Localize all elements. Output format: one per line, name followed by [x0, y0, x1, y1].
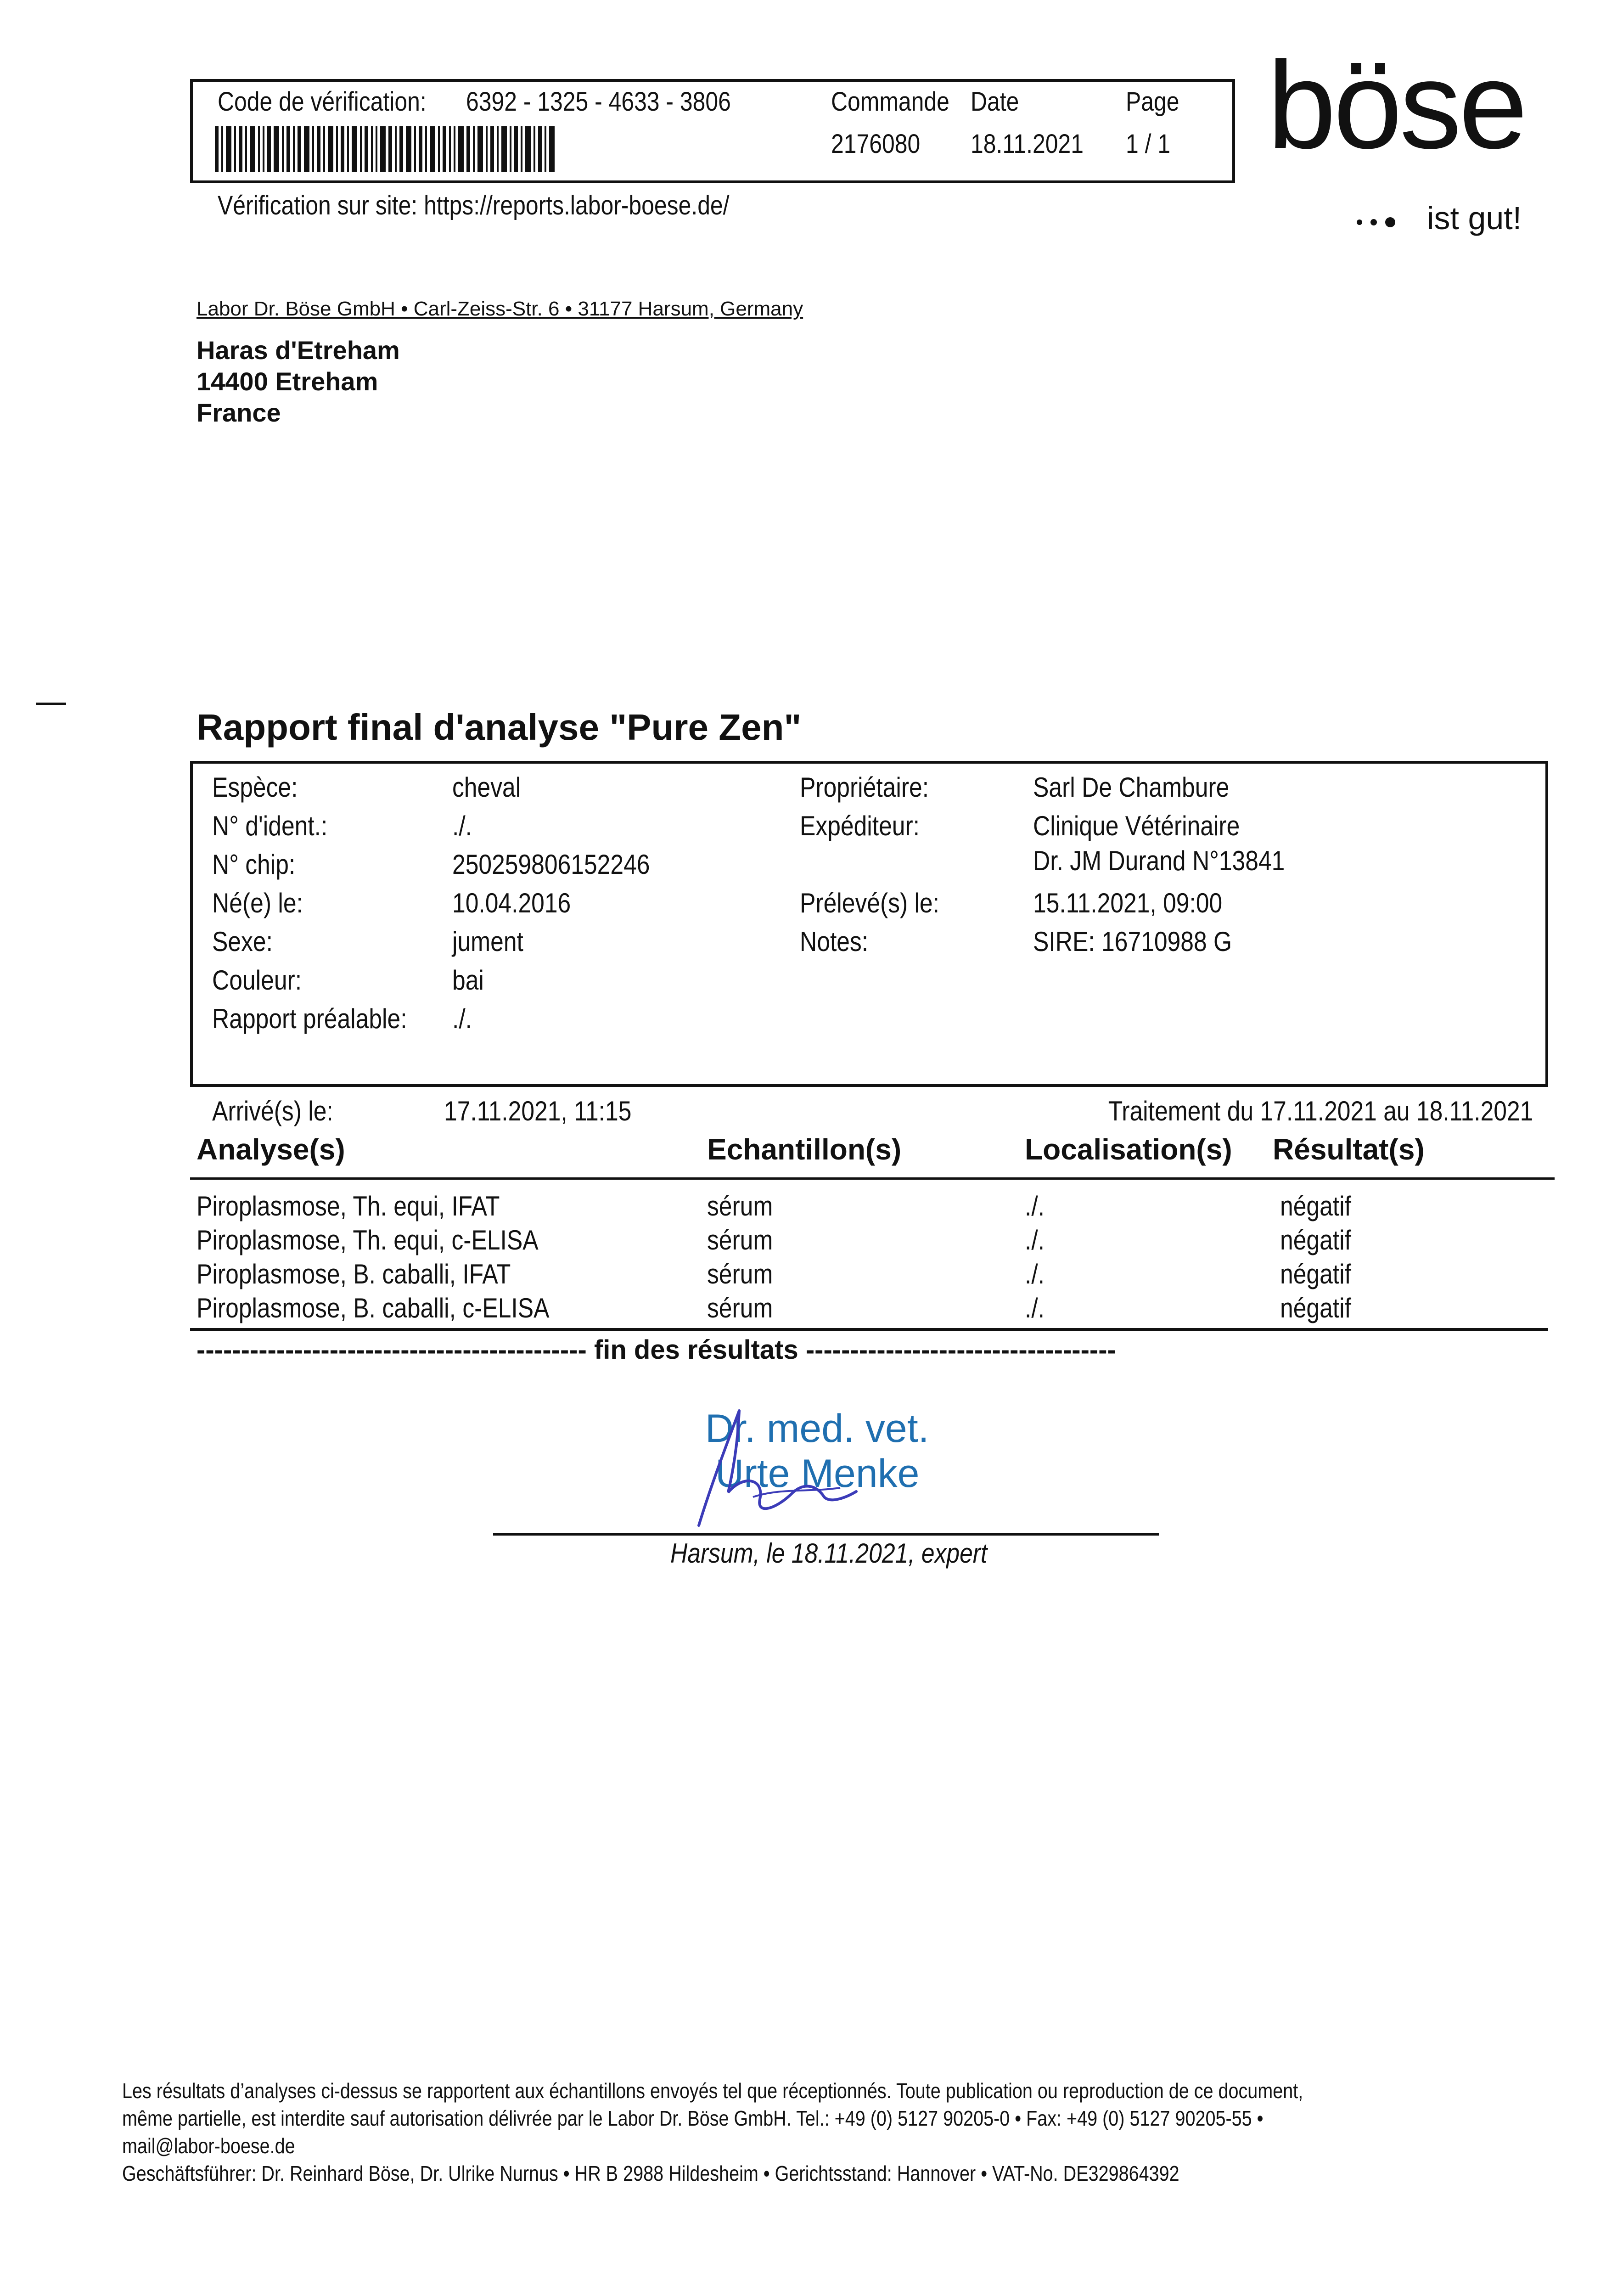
- cell-resultat: négatif: [1280, 1225, 1351, 1255]
- info-label: N° d'ident.:: [212, 810, 328, 841]
- footer-line: même partielle, est interdite sauf autorisation délivrée par le Labor Dr. Böse GmbH. Tel.: +49 (0) 5127 90205-0 • Fax: +49 (0) 5127 90205-55 •: [122, 2106, 1264, 2130]
- treatment-period: Traitement du 17.11.2021 au 18.11.2021: [1108, 1096, 1533, 1126]
- report-title: Rapport final d'analyse "Pure Zen": [197, 707, 802, 748]
- info-value: 250259806152246: [452, 849, 650, 880]
- arrival-value: 17.11.2021, 11:15: [444, 1096, 632, 1126]
- cell-analyse: Piroplasmose, Th. equi, IFAT: [197, 1191, 500, 1221]
- date-label: Date: [971, 87, 1019, 117]
- col-header-localisation: Localisation(s): [1025, 1133, 1232, 1166]
- cell-localisation: ./.: [1025, 1293, 1045, 1323]
- date-value: 18.11.2021: [971, 129, 1084, 159]
- cell-resultat: négatif: [1280, 1191, 1351, 1221]
- commande-label: Commande: [831, 87, 949, 117]
- logo-dot: [1357, 219, 1362, 225]
- cell-analyse: Piroplasmose, Th. equi, c-ELISA: [197, 1225, 539, 1255]
- info-label: Rapport préalable:: [212, 1003, 407, 1034]
- cell-localisation: ./.: [1025, 1259, 1045, 1289]
- info-value: ./.: [452, 810, 472, 841]
- cell-analyse: Piroplasmose, B. caballi, c-ELISA: [197, 1293, 550, 1323]
- table-bottom-rule: [190, 1328, 1548, 1331]
- footer-line: mail@labor-boese.de: [122, 2134, 295, 2158]
- sender-value: Clinique Vétérinaire: [1033, 810, 1240, 841]
- owner-label: Propriétaire:: [800, 772, 929, 803]
- signature-name: Urte Menke: [715, 1452, 920, 1496]
- sampled-label: Prélevé(s) le:: [800, 888, 939, 918]
- page-label: Page: [1126, 87, 1179, 117]
- info-value: jument: [452, 926, 523, 957]
- owner-value: Sarl De Chambure: [1033, 772, 1230, 803]
- info-label: Né(e) le:: [212, 888, 303, 918]
- site-verification: Vérification sur site: https://reports.labor-boese.de/: [218, 191, 730, 220]
- sender-label: Expéditeur:: [800, 810, 920, 841]
- recipient-line: France: [197, 398, 281, 427]
- info-label: Sexe:: [212, 926, 273, 957]
- info-value: 10.04.2016: [452, 888, 571, 918]
- info-value: bai: [452, 965, 484, 996]
- end-of-results: -------------------------------------------- fin des résultats -----------------------------------: [197, 1335, 1116, 1365]
- col-header-resultat: Résultat(s): [1273, 1133, 1425, 1166]
- info-label: Espèce:: [212, 772, 298, 803]
- commande-value: 2176080: [831, 129, 921, 159]
- info-label: Couleur:: [212, 965, 302, 996]
- logo-dot: [1385, 217, 1395, 227]
- cell-localisation: ./.: [1025, 1191, 1045, 1221]
- cell-echantillon: sérum: [707, 1225, 773, 1255]
- signature-place-date: Harsum, le 18.11.2021, expert: [670, 1538, 988, 1569]
- cell-analyse: Piroplasmose, B. caballi, IFAT: [197, 1259, 511, 1289]
- info-value: ./.: [452, 1003, 472, 1034]
- cell-localisation: ./.: [1025, 1225, 1045, 1255]
- col-header-echantillon: Echantillon(s): [707, 1133, 902, 1166]
- sampled-value: 15.11.2021, 09:00: [1033, 888, 1223, 918]
- logo-tagline: ist gut!: [1427, 200, 1522, 236]
- info-label: N° chip:: [212, 849, 296, 880]
- sender-address: Labor Dr. Böse GmbH • Carl-Zeiss-Str. 6 • 31177 Harsum, Germany: [197, 298, 803, 320]
- col-header-analyse: Analyse(s): [197, 1133, 345, 1166]
- arrival-label: Arrivé(s) le:: [212, 1096, 333, 1126]
- notes-label: Notes:: [800, 926, 869, 957]
- cell-resultat: négatif: [1280, 1293, 1351, 1323]
- footer-line: Geschäftsführer: Dr. Reinhard Böse, Dr. Ulrike Nurnus • HR B 2988 Hildesheim • Gerichtsstand: Hannover • VAT-No. DE329864392: [122, 2161, 1179, 2185]
- cell-echantillon: sérum: [707, 1293, 773, 1323]
- boese-logo: böse: [1267, 36, 1525, 174]
- logo-dot: [1370, 219, 1377, 225]
- verification-label: Code de vérification:: [218, 87, 427, 117]
- page-value: 1 / 1: [1126, 129, 1171, 159]
- margin-tick: [36, 703, 66, 705]
- cell-echantillon: sérum: [707, 1259, 773, 1289]
- info-value: cheval: [452, 772, 521, 803]
- table-header-rule: [190, 1177, 1555, 1180]
- recipient-line: 14400 Etreham: [197, 367, 378, 396]
- notes-value: SIRE: 16710988 G: [1033, 926, 1232, 957]
- handwritten-signature: [684, 1405, 904, 1534]
- verification-code: 6392 - 1325 - 4633 - 3806: [466, 87, 731, 117]
- recipient-line: Haras d'Etreham: [197, 336, 400, 365]
- signature-line: [493, 1533, 1159, 1536]
- sender-value: Dr. JM Durand N°13841: [1033, 845, 1285, 876]
- barcode: [215, 126, 555, 172]
- footer-line: Les résultats d’analyses ci-dessus se rapportent aux échantillons envoyés tel que réceptionnés. Toute publication ou reproduction de ce document,: [122, 2079, 1303, 2103]
- cell-echantillon: sérum: [707, 1191, 773, 1221]
- signature-title: Dr. med. vet.: [705, 1407, 929, 1451]
- cell-resultat: négatif: [1280, 1259, 1351, 1289]
